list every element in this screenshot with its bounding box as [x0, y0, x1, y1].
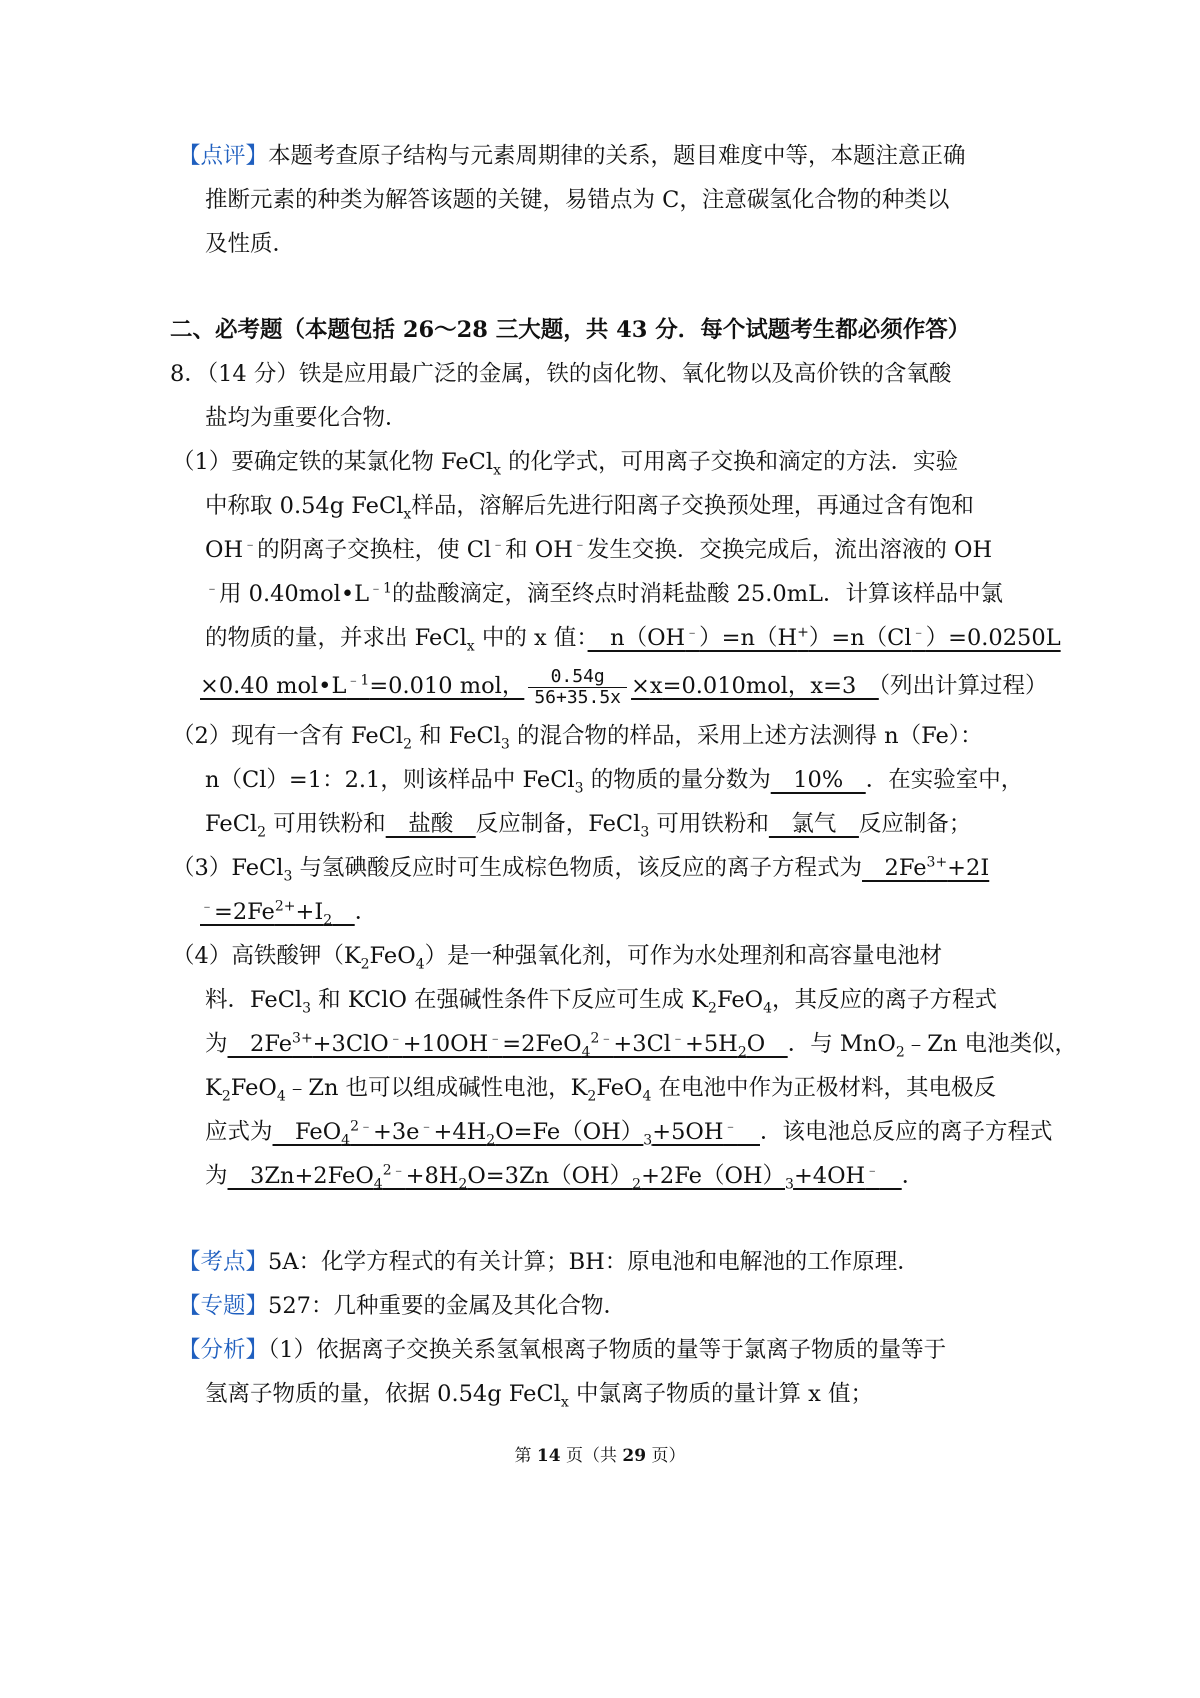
zhuanti-tag: 【专题】: [178, 1293, 269, 1319]
page-number: 14: [536, 1446, 561, 1466]
review-line-2: 推断元素的种类为解答该题的关键，易错点为 C，注意碳氢化合物的种类以: [205, 187, 950, 213]
answer-4-equation: $2Fe^{3+}+3ClO^﹣+10OH^﹣=2FeO_4^{2﹣}+3Cl^﹣+5H_2O$: [227, 1030, 788, 1061]
part1-line-6: ×0.40 $mol•L^{﹣1}=0.010$ mol， $\frac{0.54g}{56+35.5x}$ ×x=0.010mol，x=3 （列出计算过程）: [200, 665, 1048, 708]
question-8-line-2: 盐均为重要化合物．: [205, 405, 408, 431]
section-heading: 二、必考题（本题包括 26～28 三大题，共 43 分．每个试题考生都必须作答）: [170, 317, 971, 343]
part1-line-5: 的物质的量，并求出 FeCl$_x$ 中的 x 值： n（OH﹣）=n（H+）=n（Cl﹣）=0.0250L: [205, 624, 1061, 655]
part3-line-1: （3）FeCl$_3$ 与氢碘酸反应时可生成棕色物质，该反应的离子方程式为 $2Fe^{3+}+2I$: [172, 854, 990, 885]
zhuanti-line: 【专题】527：几种重要的金属及其化合物．: [178, 1293, 626, 1319]
fenxi-tag: 【分析】: [178, 1337, 269, 1363]
answer-3-equation: $2Fe^{3+}+2I$: [862, 854, 990, 881]
part2-line-1: （2）现有一含有 FeCl$_2$ 和 FeCl$_3$ 的混合物的样品，采用上述方法测得 n（Fe）：: [172, 723, 983, 753]
review-line-3: 及性质．: [205, 231, 296, 257]
answer-fraction: 10%: [770, 767, 866, 793]
answer-cl2: 氯气: [768, 811, 859, 837]
answer-4-total: $3Zn+2FeO_4^{2﹣}+8H_2O=3Zn(OH)_2+2Fe(OH)_3+4OH^﹣$: [227, 1162, 880, 1193]
part4-line-2: 料．FeCl$_3$ 和 KClO 在强碱性条件下反应可生成 $K_2FeO_4$，其反应的离子方程式: [205, 987, 998, 1017]
fenxi-line-2: 氢离子物质的量，依据 0.54g FeCl$_x$ 中氯离子物质的量计算 x 值；: [205, 1381, 873, 1411]
part2-line-3: FeCl$_2$ 可用铁粉和 盐酸 反应制备，FeCl$_3$ 可用铁粉和 氯气 反应制备；: [205, 811, 972, 841]
part1-line-2: 中称取 0.54g FeCl$_x$样品，溶解后先进行阳离子交换预处理，再通过含有饱和: [205, 493, 974, 523]
review-line-1: 【点评】本题考查原子结构与元素周期律的关系，题目难度中等，本题注意正确: [178, 143, 966, 169]
page-total: 29: [622, 1446, 647, 1466]
part4-line-6: 为 $3Zn+2FeO_4^{2﹣}+8H_2O=3Zn(OH)_2+2Fe(OH)_3+4OH^﹣$ ．: [205, 1162, 925, 1193]
part1-line-1: （1）要确定铁的某氯化物 FeCl$_x$ 的化学式，可用离子交换和滴定的方法．实验: [172, 449, 959, 479]
answer-hcl: 盐酸: [385, 811, 476, 837]
part4-line-3: 为 $2Fe^{3+}+3ClO^﹣+10OH^﹣=2FeO_4^{2﹣}+3Cl^﹣+5H_2O$ ．与 MnO$_2$﹣Zn 电池类似，: [205, 1030, 1078, 1061]
fenxi-line-1: 【分析】（1）依据离子交换关系氢氧根离子物质的量等于氯离子物质的量等于: [178, 1337, 947, 1363]
question-8-line-1: 8．（14 分）铁是应用最广泛的金属，铁的卤化物、氧化物以及高价铁的含氧酸: [170, 361, 952, 387]
answer-4-electrode: $FeO_4^{2﹣}+3e^﹣+4H_2O=Fe(OH)_3+5OH^﹣$: [272, 1118, 738, 1149]
page-footer: 第 14 页（共 29 页）: [514, 1446, 686, 1466]
part4-line-1: （4）高铁酸钾$(K_2FeO_4)$是一种强氧化剂，可作为水处理剂和高容量电池材: [172, 943, 943, 973]
kaodian-line: 【考点】5A：化学方程式的有关计算；BH：原电池和电解池的工作原理．: [178, 1249, 920, 1275]
answer-1-calc-cont: ×0.40 $mol•L^{﹣1}=0.010$ mol，: [200, 672, 525, 699]
part4-line-4: $K_2FeO_4﹣Zn$ 也可以组成碱性电池，$K_2FeO_4$ 在电池中作为正极材料，其电极反: [205, 1075, 997, 1105]
part1-line-3: OH﹣的阴离子交换柱，使 Cl﹣和 OH﹣发生交换．交换完成后，流出溶液的 OH: [205, 536, 993, 563]
answer-1-calc: n（OH﹣）=n（H+）=n（Cl﹣）=0.0250L: [587, 624, 1061, 651]
part2-line-2: n（Cl）=1：2.1，则该样品中 FeCl$_3$ 的物质的量分数为 10% ．在实验室中，: [205, 767, 1024, 797]
fraction: $\frac{0.54g}{56+35.5x}$: [528, 667, 627, 708]
review-tag: 【点评】: [178, 143, 269, 169]
part4-line-5: 应式为 $FeO_4^{2﹣}+3e^﹣+4H_2O=Fe(OH)_3+5OH^﹣$ ．该电池总反应的离子方程式: [205, 1118, 1053, 1149]
kaodian-tag: 【考点】: [178, 1249, 269, 1275]
part1-line-4: ﹣用 $0.40mol•L^{﹣1}$的盐酸滴定，滴至终点时消耗盐酸 25.0mL．计算该样品中氯: [205, 580, 1003, 607]
answer-3-equation-cont: $^﹣=2Fe^{2+}+I_2$: [200, 898, 333, 929]
part3-line-2: $^﹣=2Fe^{2+}+I_2$ ．: [200, 898, 378, 929]
